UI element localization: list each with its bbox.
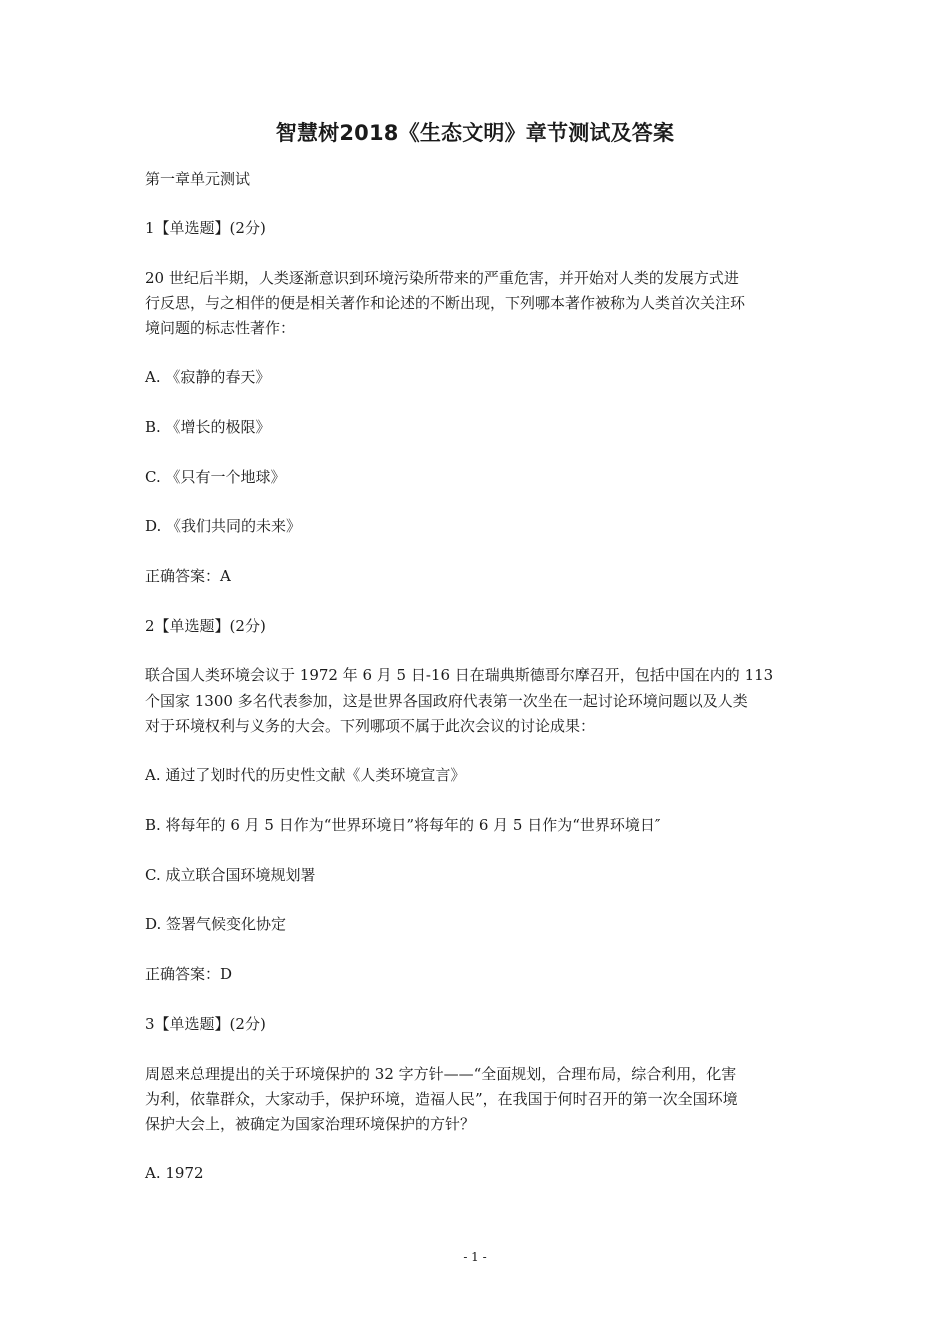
- question-1-option-d: D. 《我们共同的未来》: [145, 517, 302, 535]
- question-3-header: 3【单选题】(2分): [145, 1015, 266, 1033]
- question-2-option-b: B. 将每年的 6 月 5 日作为“世界环境日”将每年的 6 月 5 日作为“世界环境日″: [145, 816, 661, 834]
- question-1-text-line: 境问题的标志性著作：: [145, 319, 296, 337]
- question-1-text-line: 20 世纪后半期，人类逐渐意识到环境污染所带来的严重危害，并开始对人类的发展方式进: [145, 269, 739, 287]
- document-title: 智慧树2018《生态文明》章节测试及答案: [275, 121, 675, 145]
- page-number: - 1 -: [463, 1250, 487, 1264]
- chapter-heading: 第一章单元测试: [145, 170, 251, 188]
- question-3-text-line: 保护大会上，被确定为国家治理环境保护的方针？: [145, 1115, 476, 1133]
- question-2-option-d: D. 签署气候变化协定: [145, 915, 287, 933]
- question-1-option-b: B. 《增长的极限》: [145, 418, 271, 436]
- question-1-header: 1【单选题】(2分): [145, 219, 266, 237]
- question-3-text-line: 周恩来总理提出的关于环境保护的 32 字方针——“全面规划，合理布局，综合利用，化害: [145, 1065, 737, 1083]
- question-2-option-c: C. 成立联合国环境规划署: [145, 866, 316, 884]
- question-3-option-a: A. 1972: [145, 1164, 204, 1182]
- question-3-text-line: 为利，依靠群众，大家动手，保护环境，造福人民”，在我国于何时召开的第一次全国环境: [145, 1090, 738, 1108]
- question-2-header: 2【单选题】(2分): [145, 617, 266, 635]
- question-2-text-line: 联合国人类环境会议于 1972 年 6 月 5 日-16 日在瑞典斯德哥尔摩召开，包括中国在内的 113: [145, 666, 774, 684]
- question-2-answer: 正确答案：D: [145, 965, 233, 983]
- question-2-text-line: 对于环境权利与义务的大会。下列哪项不属于此次会议的讨论成果：: [145, 717, 596, 735]
- question-1-answer: 正确答案：A: [145, 567, 231, 585]
- question-1-option-a: A. 《寂静的春天》: [145, 368, 271, 386]
- question-2-option-a: A. 通过了划时代的历史性文献《人类环境宣言》: [145, 766, 466, 784]
- question-1-text-line: 行反思，与之相伴的便是相关著作和论述的不断出现，下列哪本著作被称为人类首次关注环: [145, 294, 746, 312]
- question-1-option-c: C. 《只有一个地球》: [145, 468, 286, 486]
- question-2-text-line: 个国家 1300 多名代表参加，这是世界各国政府代表第一次坐在一起讨论环境问题以及人类: [145, 692, 748, 710]
